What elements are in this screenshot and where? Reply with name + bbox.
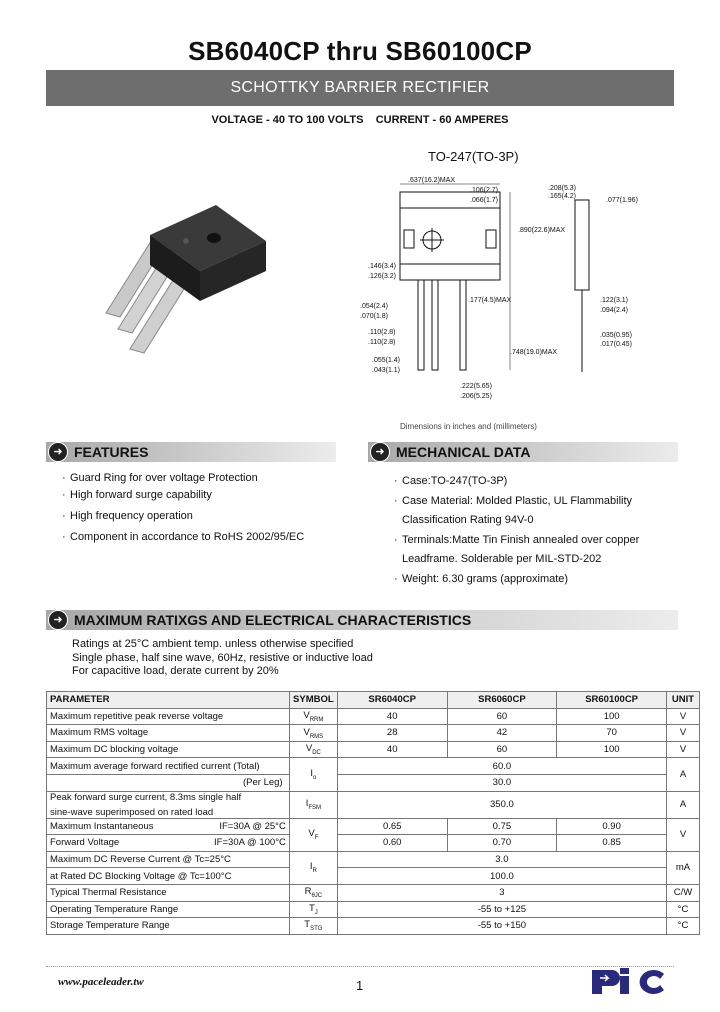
svg-text:.070(1.8): .070(1.8): [360, 313, 389, 320]
header-cell: SYMBOL: [289, 692, 337, 709]
table-row: Storage Temperature Range $T_{STG}$ -55 to +150 °C: [47, 918, 700, 935]
list-item: · High frequency operation: [62, 510, 304, 531]
table-row: at Rated DC Blocking Voltage @ Tc=100°C 100.0: [47, 868, 700, 885]
svg-text:.054(2.4): .054(2.4): [360, 303, 389, 310]
dim-width: .637(16.2)MAX: [408, 177, 456, 184]
header-cell: UNIT: [666, 692, 699, 709]
footer-divider: [46, 966, 674, 967]
svg-text:.077(1.96): .077(1.96): [606, 197, 638, 204]
svg-text:.208(5.3): .208(5.3): [548, 185, 577, 192]
svg-text:.043(1.1): .043(1.1): [372, 367, 401, 374]
page-title: SB6040CP thru SB60100CP: [188, 36, 532, 66]
svg-text:.748(19.0)MAX: .748(19.0)MAX: [510, 349, 558, 356]
logo-c: [640, 970, 664, 994]
table-row: (Per Leg) 30.0: [47, 774, 700, 791]
table-row: Maximum DC Reverse Current @ Tc=25°C $I_R$ 3.0 mA: [47, 851, 700, 868]
list-item: · Case:TO-247(TO-3P): [394, 472, 639, 492]
dimensions-note: Dimensions in inches and (millimeters): [400, 422, 537, 431]
dimension-drawing: [360, 172, 660, 422]
svg-text:.055(1.4): .055(1.4): [372, 357, 401, 364]
svg-text:.890(22.6)MAX: .890(22.6)MAX: [518, 227, 566, 234]
mechanical-heading: MECHANICAL DATA: [396, 444, 531, 460]
table-row: Maximum Instantaneous IF=30A @ 25°C $V_F$ 0.65 0.75 0.90 V: [47, 818, 700, 835]
list-item: Leadframe. Solderable per MIL-STD-202: [402, 553, 602, 565]
side-outline: [575, 200, 589, 290]
mounting-hole: [207, 233, 221, 243]
ratings-header: [46, 610, 678, 630]
svg-text:.094(2.4): .094(2.4): [600, 307, 629, 314]
svg-text:.110(2.8): .110(2.8): [368, 339, 396, 346]
header-cell: PARAMETER: [47, 692, 290, 709]
arrow-icon: ➜: [48, 442, 68, 462]
svg-text:.146(3.4): .146(3.4): [368, 263, 397, 270]
logo-i-dot: [620, 968, 629, 974]
list-item: Classification Rating 94V-0: [402, 514, 534, 526]
characteristics-table: [46, 691, 700, 935]
list-item: · Case Material: Molded Plastic, UL Flammability: [394, 492, 639, 512]
list-item: · Terminals:Matte Tin Finish annealed over copper: [394, 531, 639, 551]
table-row: Maximum DC blocking voltage $V_{DC}$ 40 60 100 V: [47, 741, 700, 758]
company-logo: [588, 964, 674, 998]
svg-text:.106(2.7): .106(2.7): [470, 187, 499, 194]
svg-text:.126(3.2): .126(3.2): [368, 273, 397, 280]
ratings-heading: MAXIMUM RATIXGS AND ELECTRICAL CHARACTERISTICS: [74, 612, 472, 628]
table-row: Maximum repetitive peak reverse voltage $V_{RRM}$ 40 60 100 V: [47, 708, 700, 725]
svg-text:.066(1.7): .066(1.7): [470, 197, 499, 204]
svg-text:.177(4.5)MAX: .177(4.5)MAX: [468, 297, 512, 304]
product-banner: SCHOTTKY BARRIER RECTIFIER: [46, 70, 674, 106]
svg-text:.122(3.1): .122(3.1): [600, 297, 629, 304]
svg-text:.017(0.45): .017(0.45): [600, 341, 632, 348]
table-row: Maximum RMS voltage $V_{RMS}$ 28 42 70 V: [47, 725, 700, 742]
ratings-subtitle: VOLTAGE - 40 TO 100 VOLTS CURRENT - 60 AMPERES: [211, 114, 509, 126]
package-name: TO-247(TO-3P): [428, 149, 519, 164]
table-row: Forward Voltage IF=30A @ 100°C 0.60 0.70 0.85: [47, 835, 700, 852]
list-item: · Component in accordance to RoHS 2002/95/EC: [62, 531, 304, 548]
svg-text:.110(2.8): .110(2.8): [368, 329, 396, 336]
pin1-mark: [183, 238, 189, 244]
mechanical-header: [368, 442, 678, 462]
svg-text:.035(0.95): .035(0.95): [600, 332, 632, 339]
table-header-row: [47, 692, 700, 709]
header-cell: SR6040CP: [337, 692, 447, 709]
note-line: Single phase, half sine wave, 60Hz, resistive or inductive load: [72, 651, 373, 664]
list-item: · High forward surge capability: [62, 489, 304, 510]
footer-url[interactable]: www.paceleader.tw: [58, 976, 144, 988]
pin-left: [418, 280, 424, 370]
features-list: [62, 472, 304, 548]
table-row: Operating Temperature Range $T_J$ -55 to +125 °C: [47, 901, 700, 918]
svg-text:.222(5.65): .222(5.65): [460, 383, 492, 390]
svg-text:.206(5.25): .206(5.25): [460, 393, 492, 400]
mechanical-list: [394, 472, 639, 589]
pin-right: [460, 280, 466, 370]
ratings-notes: [72, 638, 373, 679]
table-row: Peak forward surge current, 8.3ms single half sine-wave superimposed on rated load $I_{FSM}$ 350.0 A: [47, 791, 700, 818]
logo-p: [592, 970, 620, 994]
features-heading: FEATURES: [74, 444, 149, 460]
list-item: · Guard Ring for over voltage Protection: [62, 472, 304, 489]
svg-text:.165(4.2): .165(4.2): [548, 193, 577, 200]
table-row: Typical Thermal Resistance $R_{\theta JC}$ 3 C/W: [47, 884, 700, 901]
header-cell: SR6060CP: [447, 692, 557, 709]
page-number: 1: [356, 978, 364, 993]
logo-i: [620, 976, 629, 994]
features-header: [46, 442, 336, 462]
list-item: · Weight: 6.30 grams (approximate): [394, 570, 639, 590]
package-outline: [400, 208, 500, 264]
table-row: Maximum average forward rectified current (Total) $I_o$ 60.0 A: [47, 758, 700, 775]
arrow-icon: ➜: [370, 442, 390, 462]
component-photo: [96, 205, 276, 365]
pin-center: [432, 280, 438, 370]
header-cell: SR60100CP: [557, 692, 667, 709]
note-line: For capacitive load, derate current by 20%: [72, 665, 279, 678]
arrow-icon: ➜: [48, 610, 68, 630]
note-line: Ratings at 25°C ambient temp. unless otherwise specified: [72, 638, 354, 650]
